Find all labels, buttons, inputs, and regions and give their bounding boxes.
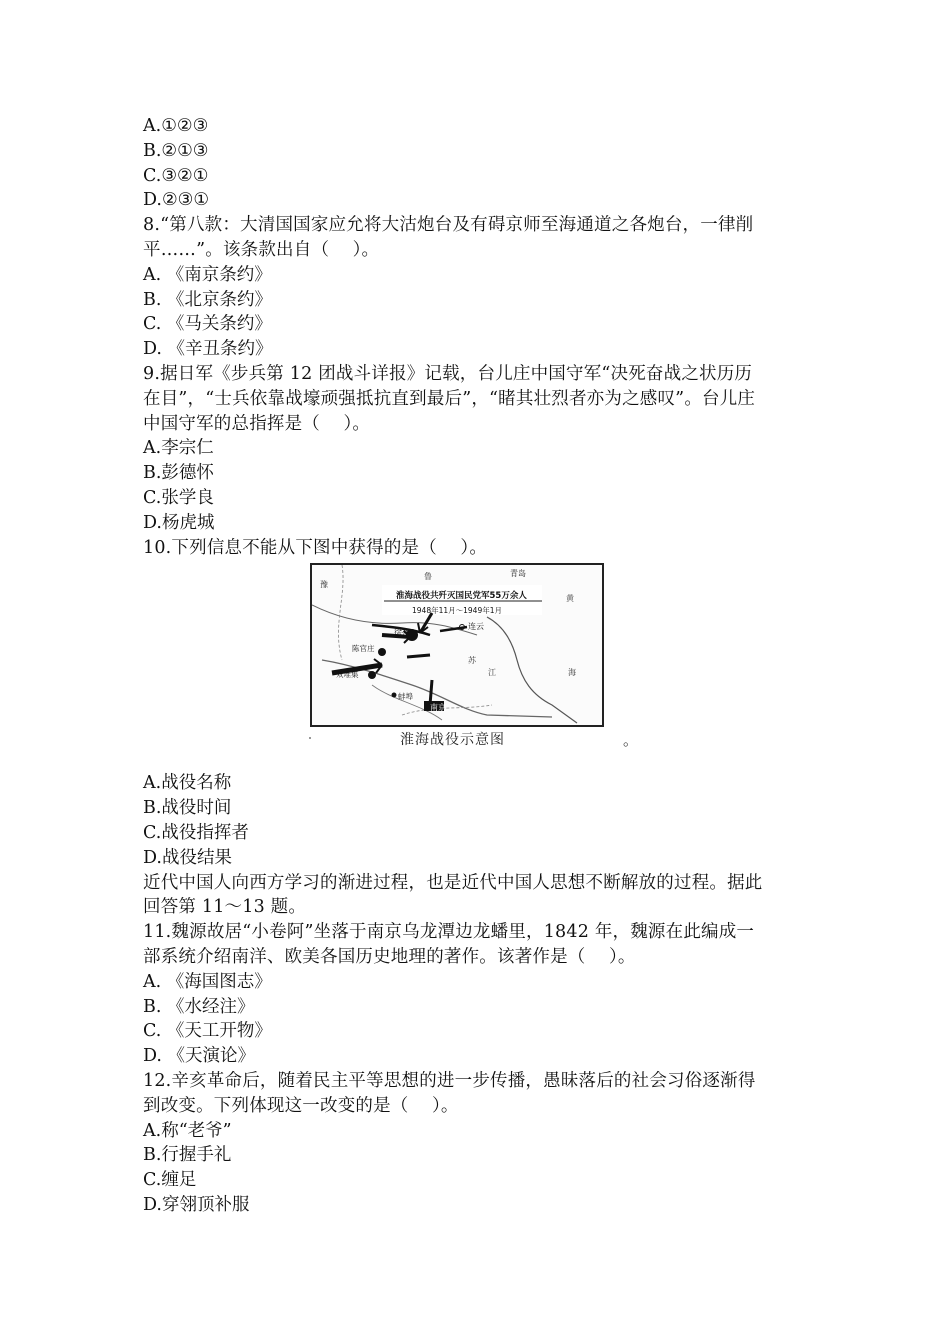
map-region-lu: 鲁 <box>424 572 432 582</box>
map-trailing-dot: 。 <box>623 731 639 750</box>
q8-option-a: A. 《南京条约》 <box>143 264 272 285</box>
q7-option-a: A.①②③ <box>143 116 209 136</box>
q11-option-d: D. 《天演论》 <box>143 1046 256 1067</box>
q12-option-c: C.缠足 <box>143 1170 197 1191</box>
q10-option-c: C.战役指挥者 <box>143 822 249 843</box>
map-label-bengbu: 蚌埠 <box>398 692 413 702</box>
q9-option-c: C.张学良 <box>143 487 214 508</box>
map-caption: 淮海战役示意图 <box>400 732 505 749</box>
q9-option-a: A.李宗仁 <box>143 438 214 459</box>
map-region-su: 苏 <box>468 656 476 666</box>
intro-line-1: 近代中国人向西方学习的渐进过程，也是近代中国人思想不断解放的过程。据此 <box>143 872 763 893</box>
q8-stem-line-2: 平……”。该条款出自（ ）。 <box>143 239 380 260</box>
exam-page <box>143 114 813 1218</box>
map-label-chenguanzhuang: 陈官庄 <box>352 644 375 654</box>
q10-option-b: B.战役时间 <box>143 798 232 819</box>
q11-option-c: C. 《天工开物》 <box>143 1021 272 1042</box>
map-stray-mark <box>309 737 311 739</box>
map-region-hai: 海 <box>568 668 576 678</box>
q12-option-a: A.称“老爷” <box>143 1120 232 1141</box>
map-label-xuzhou: 徐州 <box>394 628 410 638</box>
q8-option-d: D. 《辛丑条约》 <box>143 339 273 360</box>
q11-option-b: B. 《水经注》 <box>143 996 255 1017</box>
q9-stem-line-2: 在目”，“士兵依靠战壕顽强抵抗直到最后”，“睹其壮烈者亦为之感叹”。台儿庄 <box>143 388 756 409</box>
q10-option-a: A.战役名称 <box>143 773 232 794</box>
map-region-yu: 豫 <box>320 580 328 590</box>
q9-stem-line-1: 9.据日军《步兵第 12 团战斗详报》记载，台儿庄中国守军“决死奋战之状历历 <box>143 363 753 384</box>
q9-option-d: D.杨虎城 <box>143 512 215 533</box>
map-label-shuangduiji: 双堆集 <box>336 670 359 680</box>
huaihai-map-figure <box>143 563 813 769</box>
map-dates-text: 1948年11月～1949年1月 <box>412 606 502 616</box>
q12-option-d: D.穿翎顶补服 <box>143 1194 250 1215</box>
map-banner-text: 淮海战役共歼灭国民党军55万余人 <box>396 591 527 602</box>
q9-option-b: B.彭德怀 <box>143 463 214 484</box>
q12-option-b: B.行握手礼 <box>143 1145 232 1166</box>
intro-line-2: 回答第 11～13 题。 <box>143 897 307 918</box>
q8-option-b: B. 《北京条约》 <box>143 289 272 310</box>
q12-stem-line-2: 到改变。下列体现这一改变的是（ ）。 <box>143 1095 459 1116</box>
q10-option-d: D.战役结果 <box>143 847 232 868</box>
huaihai-campaign-map <box>310 563 604 727</box>
q10-stem: 10.下列信息不能从下图中获得的是（ ）。 <box>143 537 488 558</box>
q11-stem-line-2: 部系统介绍南洋、欧美各国历史地理的著作。该著作是（ ）。 <box>143 946 636 967</box>
q7-option-d: D.②③① <box>143 190 210 211</box>
map-label-lianyun: 连云 <box>468 622 484 632</box>
q7-option-b: B.②①③ <box>143 140 209 161</box>
map-region-jiang: 江 <box>488 668 496 678</box>
map-label-nanjing: 南京 <box>430 703 446 713</box>
q9-stem-line-3: 中国守军的总指挥是（ ）。 <box>143 413 371 434</box>
q7-option-c: C.③②① <box>143 165 209 186</box>
q8-option-c: C. 《马关条约》 <box>143 314 272 335</box>
map-label-qingdao: 青岛 <box>510 569 526 579</box>
map-region-huang: 黄 <box>566 594 574 604</box>
q8-stem-line-1: 8.“第八款：大清国国家应允将大沽炮台及有碍京师至海通道之各炮台，一律削 <box>143 215 754 236</box>
q11-option-a: A. 《海国图志》 <box>143 971 272 992</box>
q12-stem-line-1: 12.辛亥革命后，随着民主平等思想的进一步传播，愚昧落后的社会习俗逐渐得 <box>143 1070 756 1091</box>
q11-stem-line-1: 11.魏源故居“小卷阿”坐落于南京乌龙潭边龙蟠里，1842 年，魏源在此编成一 <box>143 922 755 943</box>
